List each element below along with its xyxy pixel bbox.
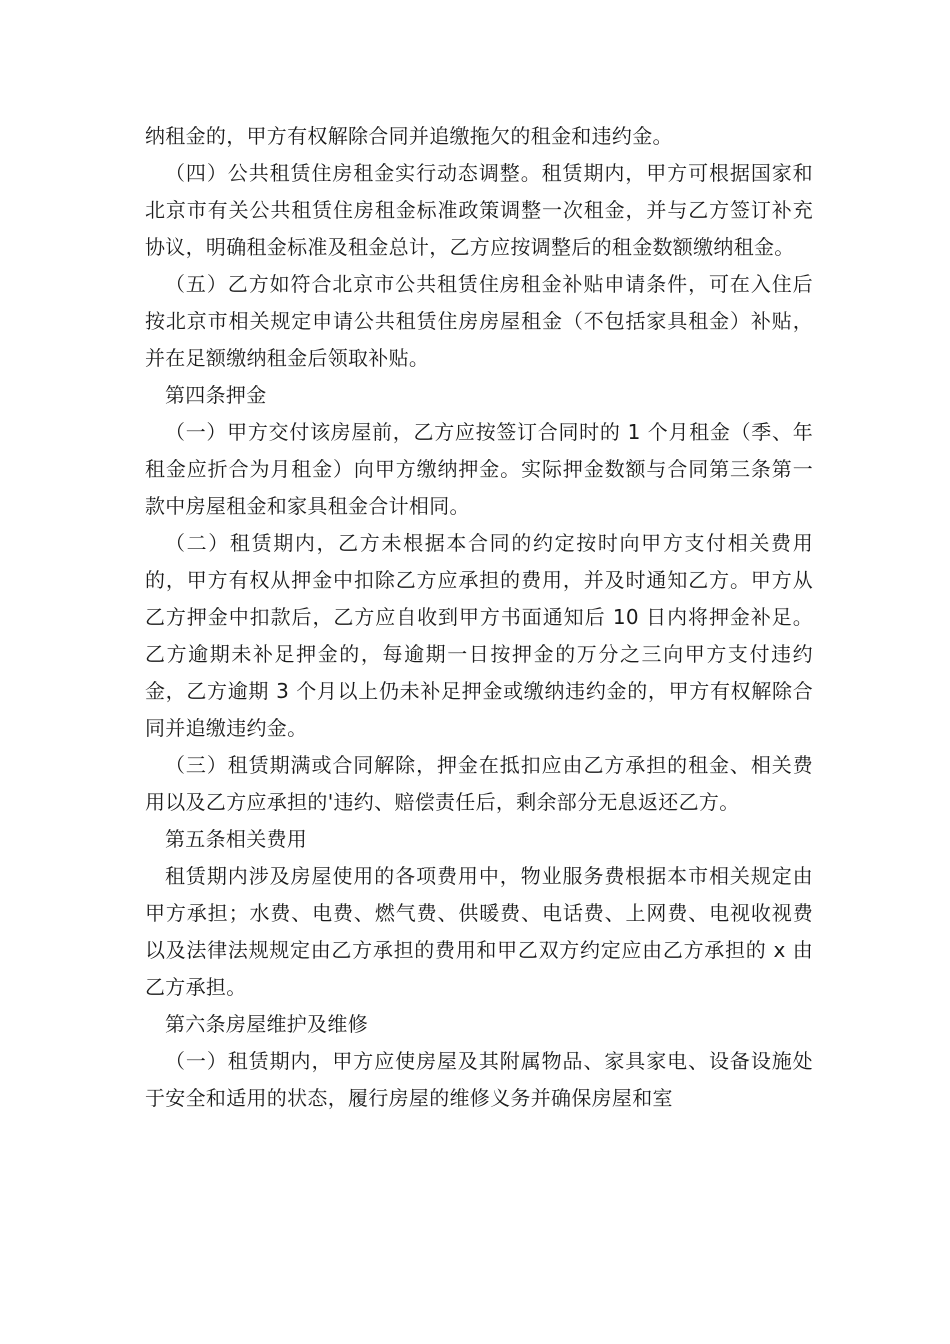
paragraph-rent-termination: 纳租金的，甲方有权解除合同并追缴拖欠的租金和违约金。 [145, 124, 673, 148]
paragraph-fees: 租赁期内涉及房屋使用的各项费用中，物业服务费根据本市相关规定由甲方承担；水费、电费、燃气费、供暖费、电话费、上网费、电视收视费以及法律法规规定由乙方承担的费用和甲乙双方约定应由乙方承担的 x 由乙方承担。 [145, 864, 813, 999]
paragraph-deposit-payment: （一）甲方交付该房屋前，乙方应按签订合同时的 1 个月租金（季、年租金应折合为月租金）向甲方缴纳押金。实际押金数额与合同第三条第一款中房屋租金和家具租金合计相同。 [145, 420, 813, 518]
section-heading-deposit: 第四条押金 [165, 383, 267, 407]
paragraph-deposit-return: （三）租赁期满或合同解除，押金在抵扣应由乙方承担的租金、相关费用以及乙方应承担的'违约、赔偿责任后，剩余部分无息返还乙方。 [145, 753, 813, 814]
document-body [145, 118, 813, 1117]
paragraph-rent-adjustment: （四）公共租赁住房租金实行动态调整。租赁期内，甲方可根据国家和北京市有关公共租赁住房租金标准政策调整一次租金，并与乙方签订补充协议，明确租金标准及租金总计，乙方应按调整后的租金数额缴纳租金。 [145, 161, 813, 259]
section-heading-maintenance: 第六条房屋维护及维修 [165, 1012, 368, 1036]
section-heading-fees: 第五条相关费用 [165, 827, 308, 851]
paragraph-deposit-deduction: （二）租赁期内，乙方未根据本合同的约定按时向甲方支付相关费用的，甲方有权从押金中扣除乙方应承担的费用，并及时通知乙方。甲方从乙方押金中扣款后，乙方应自收到甲方书面通知后 10 日内将押金补足。乙方逾期未补足押金的，每逾期一日按押金的万分之三向甲方支付违约金，乙方逾期 3 个月以上仍未补足押金或缴纳违约金的，甲方有权解除合同并追缴违约金。 [145, 531, 813, 740]
paragraph-rent-subsidy: （五）乙方如符合北京市公共租赁住房租金补贴申请条件，可在入住后按北京市相关规定申请公共租赁住房房屋租金（不包括家具租金）补贴，并在足额缴纳租金后领取补贴。 [145, 272, 813, 370]
paragraph-maintenance: （一）租赁期内，甲方应使房屋及其附属物品、家具家电、设备设施处于安全和适用的状态，履行房屋的维修义务并确保房屋和室 [145, 1049, 813, 1110]
